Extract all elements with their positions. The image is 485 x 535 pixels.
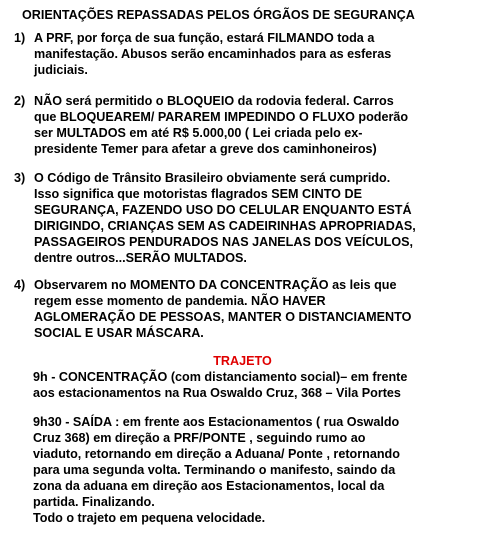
item-text-line: Observarem no MOMENTO DA CONCENTRAÇÃO as leis que <box>34 278 397 292</box>
item-number: 3) <box>14 171 26 185</box>
list-item <box>14 93 474 157</box>
departure-paragraph <box>33 414 478 526</box>
paragraph-line: viaduto, retornando em direção a Aduana/ Ponte , retornando <box>33 447 400 461</box>
item-text-line: O Código de Trânsito Brasileiro obviamente será cumprido. <box>34 171 391 185</box>
item-text-line: NÃO será permitido o BLOQUEIO da rodovia federal. Carros <box>34 94 394 108</box>
paragraph-line: partida. Finalizando. <box>33 495 155 509</box>
paragraph-line: 9h - CONCENTRAÇÃO (com distanciamento social)– em frente <box>33 370 408 384</box>
item-number: 2) <box>14 94 26 108</box>
item-text-line: AGLOMERAÇÃO DE PESSOAS, MANTER O DISTANCIAMENTO <box>34 310 412 324</box>
item-text-line: que BLOQUEAREM/ PARAREM IMPEDINDO O FLUXO poderão <box>34 110 409 124</box>
paragraph-line: 9h30 - SAÍDA : em frente aos Estacionamentos ( rua Oswaldo <box>33 415 400 429</box>
item-text-line: judiciais. <box>34 63 88 77</box>
item-text-line: manifestação. Abusos serão encaminhados para as esferas <box>34 47 392 61</box>
item-text-line: A PRF, por força de sua função, estará FILMANDO toda a <box>34 31 375 45</box>
route-heading: TRAJETO <box>213 354 272 368</box>
paragraph-line: Todo o trajeto em pequena velocidade. <box>33 511 266 525</box>
paragraph-line: para uma segunda volta. Terminando o manifesto, saindo da <box>33 463 396 477</box>
paragraph-line: zona da aduana em direção aos Estacionamentos, local da <box>33 479 385 493</box>
paragraph-line: aos estacionamentos na Rua Oswaldo Cruz, 368 – Vila Portes <box>33 386 401 400</box>
paragraph-line: Cruz 368) em direção a PRF/PONTE , seguindo rumo ao <box>33 431 366 445</box>
item-text-line: presidente Temer para afetar a greve dos caminhoneiros) <box>34 142 377 156</box>
item-text-line: PASSAGEIROS PENDURADOS NAS JANELAS DOS VEÍCULOS, <box>34 235 414 249</box>
item-text-line: SOCIAL E USAR MÁSCARA. <box>34 326 204 340</box>
list-item <box>14 30 474 78</box>
item-text-line: ser MULTADOS em até R$ 5.000,00 ( Lei criada pelo ex- <box>34 126 363 140</box>
concentration-paragraph <box>33 369 478 401</box>
item-text-line: Isso significa que motoristas flagrados SEM CINTO DE <box>34 187 362 201</box>
item-number: 4) <box>14 278 26 292</box>
item-text-line: dentre outros...SERÃO MULTADOS. <box>34 251 247 265</box>
item-text-line: DIRIGINDO, CRIANÇAS SEM AS CADEIRINHAS APROPRIADAS, <box>34 219 416 233</box>
item-text-line: SEGURANÇA, FAZENDO USO DO CELULAR ENQUANTO ESTÁ <box>34 203 412 217</box>
item-number: 1) <box>14 31 26 45</box>
document-title: ORIENTAÇÕES REPASSADAS PELOS ÓRGÃOS DE SEGURANÇA <box>22 8 415 22</box>
list-item <box>14 170 474 266</box>
list-item <box>14 277 474 341</box>
item-text-line: regem esse momento de pandemia. NÃO HAVER <box>34 294 326 308</box>
